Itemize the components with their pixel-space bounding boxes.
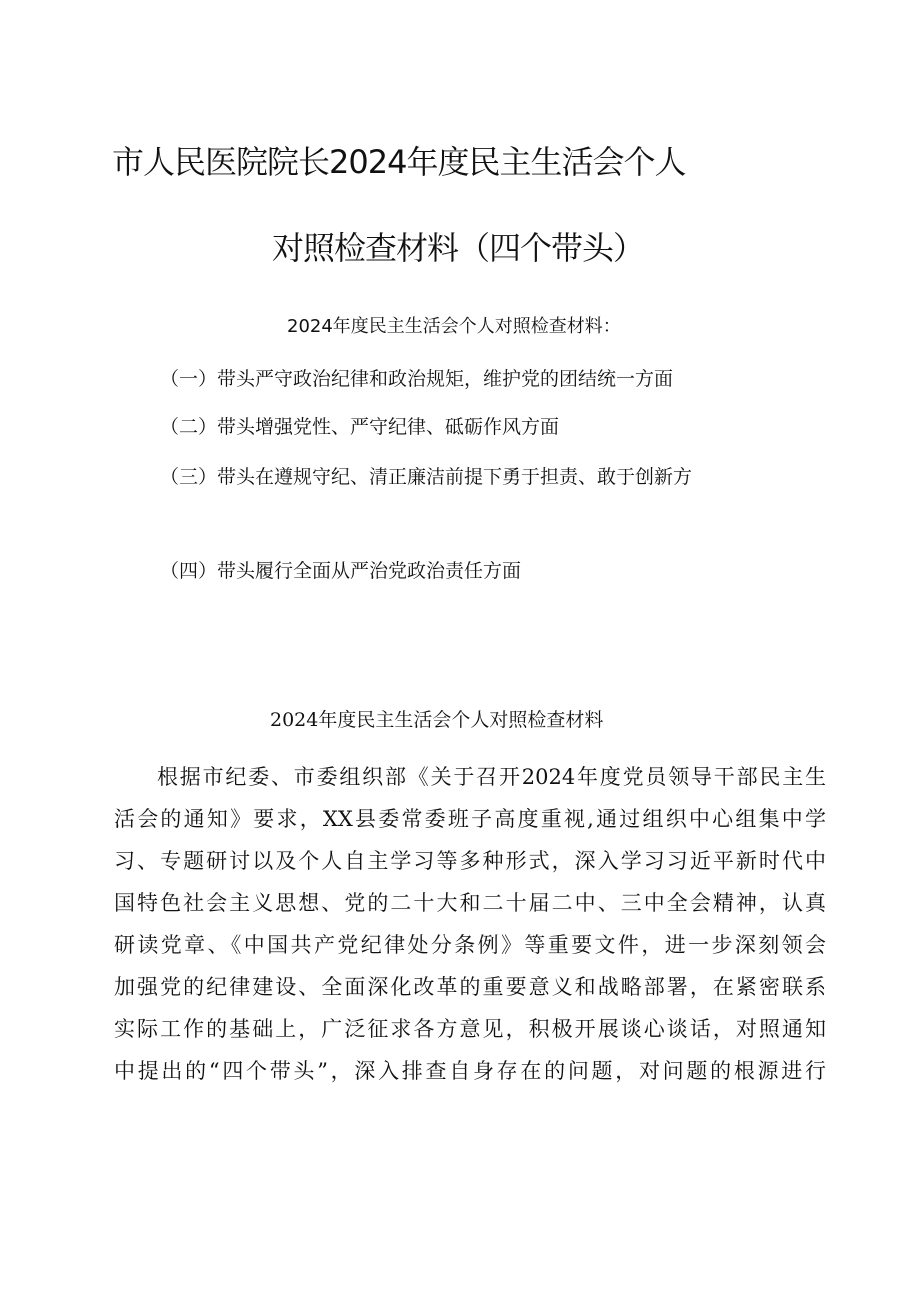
section-subtitle: 2024年度民主生活会个人对照检查材料 xyxy=(270,709,604,731)
body-line: 实际工作的基础上，广泛征求各方意见，积极开展谈心谈话，对照通知 xyxy=(114,1017,826,1041)
document-title-line-1: 市人民医院院长2024年度民主生活会个人 xyxy=(112,143,686,181)
document-title-line-2: 对照检查材料（四个带头） xyxy=(272,229,645,267)
body-line: 中提出的“四个带头”，深入排查自身存在的问题，对问题的根源进行 xyxy=(114,1059,826,1083)
body-line: 加强党的纪律建设、全面深化改革的重要意义和战略部署，在紧密联系 xyxy=(114,975,826,999)
body-line: 研读党章、《中国共产党纪律处分条例》等重要文件，进一步深刻领会 xyxy=(114,933,826,957)
body-line: 国特色社会主义思想、党的二十大和二十届二中、三中全会精神，认真 xyxy=(114,891,826,915)
body-line: 习、专题研讨以及个人自主学习等多种形式，深入学习习近平新时代中 xyxy=(114,849,826,873)
toc-item-3: （三）带头在遵规守纪、清正廉洁前提下勇于担责、敢于创新方 xyxy=(160,466,693,488)
toc-item-1: （一）带头严守政治纪律和政治规矩，维护党的团结统一方面 xyxy=(160,368,674,390)
toc-item-4: （四）带头履行全面从严治党政治责任方面 xyxy=(160,560,522,582)
toc-item-2: （二）带头增强党性、严守纪律、砥砺作风方面 xyxy=(160,416,560,438)
toc-heading: 2024年度民主生活会个人对照检查材料： xyxy=(287,316,621,337)
body-line: 活会的通知》要求，XX县委常委班子高度重视,通过组织中心组集中学 xyxy=(114,807,826,831)
body-paragraph xyxy=(114,756,826,1092)
body-line: 根据市纪委、市委组织部《关于召开2024年度党员领导干部民主生 xyxy=(157,765,826,789)
